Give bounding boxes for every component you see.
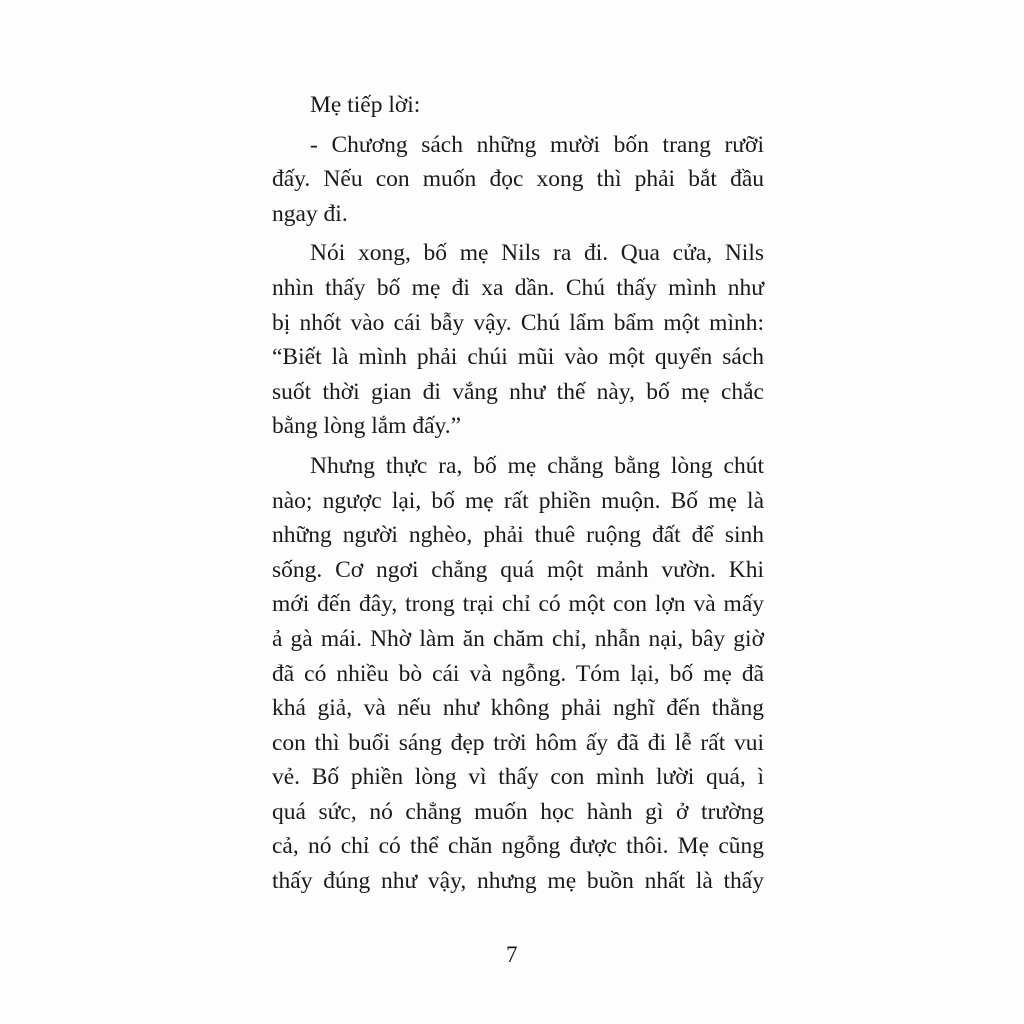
text-line: ngay đi. [272, 200, 348, 227]
text-line: Nói xong, bố mẹ Nils ra đi. Qua cửa, Nils [310, 240, 764, 267]
text-line: “Biết là mình phải chúi mũi vào một quyển sách [272, 344, 764, 371]
text-line: ả gà mái. Nhờ làm ăn chăm chỉ, nhẫn nại, bây giờ [272, 625, 764, 652]
text-line: quá sức, nó chẳng muốn học hành gì ở trường [272, 798, 764, 825]
text-line: cả, nó chỉ có thể chăn ngỗng được thôi. Mẹ cũng [272, 833, 764, 860]
body-text [272, 88, 764, 899]
text-line: bằng lòng lắm đấy.” [272, 413, 462, 440]
text-line: đấy. Nếu con muốn đọc xong thì phải bắt đầu [272, 166, 764, 193]
text-line: Nhưng thực ra, bố mẹ chẳng bằng lòng chút [310, 452, 764, 479]
text-line: suốt thời gian đi vắng như thế này, bố mẹ chắc [272, 378, 764, 405]
text-line: mới đến đây, trong trại chỉ có một con lợn và mấy [272, 591, 764, 618]
text-line: con thì buổi sáng đẹp trời hôm ấy đã đi lễ rất vui [272, 729, 764, 756]
text-line: nhìn thấy bố mẹ đi xa dần. Chú thấy mình như [272, 274, 764, 301]
text-line: nào; ngược lại, bố mẹ rất phiền muộn. Bố mẹ là [272, 487, 764, 514]
text-line: vẻ. Bố phiền lòng vì thấy con mình lười quá, ì [272, 764, 764, 791]
page-number: 7 [506, 942, 518, 967]
text-line: những người nghèo, phải thuê ruộng đất để sinh [272, 522, 764, 549]
text-line: bị nhốt vào cái bẫy vậy. Chú lẩm bẩm một mình: [272, 309, 764, 336]
text-line: đã có nhiều bò cái và ngỗng. Tóm lại, bố mẹ đã [272, 660, 764, 687]
text-line: Mẹ tiếp lời: [310, 92, 421, 118]
text-line: thấy đúng như vậy, nhưng mẹ buồn nhất là thấy [272, 868, 764, 895]
text-line: sống. Cơ ngơi chẳng quá một mảnh vườn. Khi [272, 556, 764, 583]
text-line: khá giả, và nếu như không phải nghĩ đến thằng [272, 695, 764, 722]
text-line: - Chương sách những mười bốn trang rưỡi [310, 131, 764, 158]
